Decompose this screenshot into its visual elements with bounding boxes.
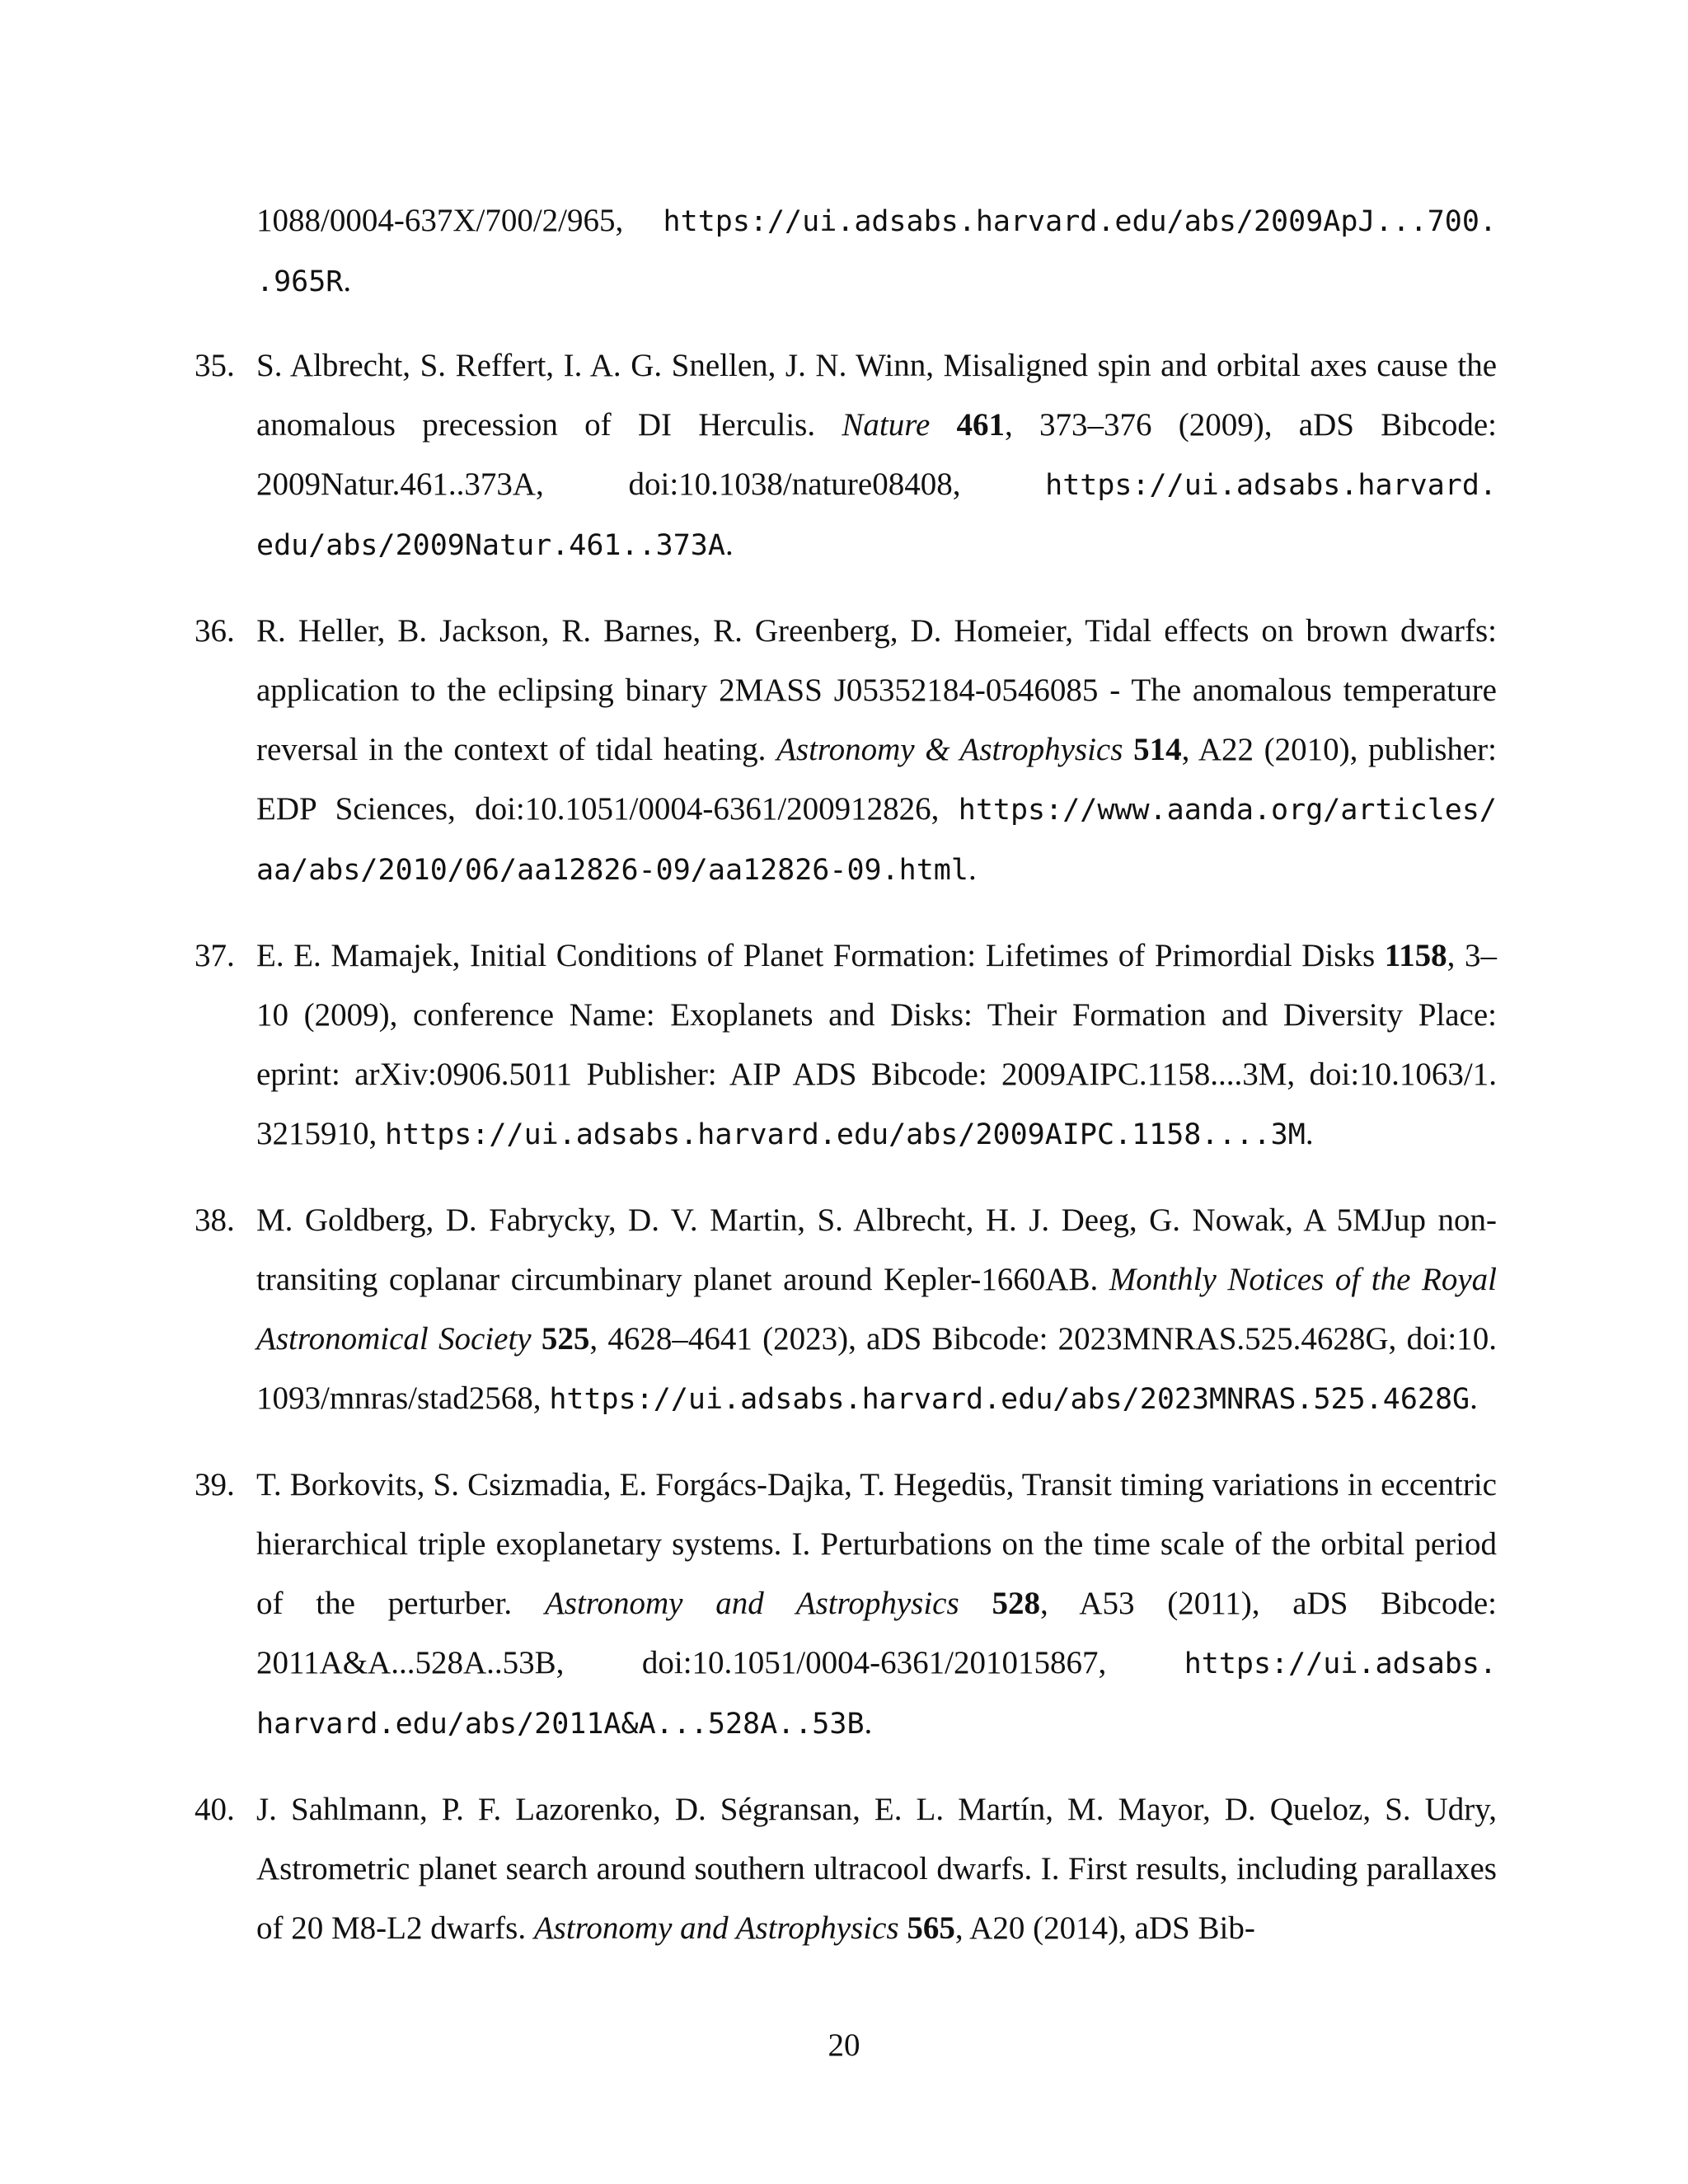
reference-item [195, 1191, 1497, 1429]
reference-text: M. Goldberg, D. Fabrycky, D. V. Martin, S. Albrecht, H. J. Deeg, G. Nowak, A 5MJup non-transiting coplanar circumbinary planet around Kepler-1660AB. Monthly Notices of the Royal Astronomical Society 525, 4628–4641 (2023), aDS Bibcode: 2023MNRAS.525.4628G, doi:10.​1093/mnras/stad2568, https://ui.adsabs.harvard.edu/abs/2023MNRAS.525.4628G. [256, 1202, 1498, 1416]
reference-text: J. Sahlmann, P. F. Lazorenko, D. Ségransan, E. L. Martín, M. Mayor, D. Queloz, S. Udry, Astrometric planet search around southern ultracool dwarfs. I. First results, including parallaxes of 20 M8-L2 dwarfs. Astronomy and Astrophysics 565, A20 (2014), aDS Bib- [256, 1792, 1497, 1946]
reference-item [195, 602, 1497, 900]
reference-number: 39. [195, 1467, 235, 1502]
reference-item [195, 1780, 1497, 1958]
reference-text: R. Heller, B. Jackson, R. Barnes, R. Greenberg, D. Homeier, Tidal effects on brown dwarfs: application to the eclipsing binary 2MASS J05352184-0546085 - The anomalous temperature reversal in the context of tidal heating. Astronomy & Astrophysics 514, A22 (2010), publisher: EDP Sciences, doi:10.1051/0004-6361/200912826, https://www.aanda.org/articles/​aa/abs/2010/06/aa12826-09/aa12826-09.html. [256, 613, 1498, 887]
reference-number: 35. [195, 348, 235, 383]
reference-number: 37. [195, 938, 235, 973]
reference-item [195, 191, 1497, 312]
reference-text: 1088/0004-637X/700/2/965, https://ui.adsabs.harvard.edu/abs/2009ApJ...700.​.965R. [256, 203, 1497, 298]
page-number: 20 [828, 2027, 860, 2063]
reference-url[interactable]: https://ui.adsabs.harvard.edu/abs/2009ApJ...700.​.965R [256, 205, 1497, 298]
reference-text: S. Albrecht, S. Reffert, I. A. G. Snellen, J. N. Winn, Misaligned spin and orbital axes cause the anomalous precession of DI Herculis. Nature 461, 373–376 (2009), aDS Bibcode: 2009Natur.461..373A, doi:10.1038/nature08408, https://ui.adsabs.harvard.​edu/abs/2009Natur.461..373A. [256, 348, 1497, 562]
reference-number: 38. [195, 1202, 235, 1238]
reference-text: T. Borkovits, S. Csizmadia, E. Forgács-Dajka, T. Hegedüs, Transit timing variations in eccentric hierarchical triple exoplanetary systems. I. Perturbations on the time scale of the orbital period of the perturber. Astronomy and Astrophysics 528, A53 (2011), aDS Bibcode: 2011A&A...528A..53B, doi:10.1051/0004-6361/201015867, https://ui.adsabs.​harvard.edu/abs/2011A&A...528A..53B. [256, 1467, 1497, 1741]
reference-item [195, 336, 1497, 575]
reference-url[interactable]: https://www.aanda.org/articles/​aa/abs/2010/06/aa12826-09/aa12826-09.html [256, 794, 1497, 887]
reference-item [195, 1455, 1497, 1754]
reference-item [195, 926, 1497, 1165]
reference-url[interactable]: https://ui.adsabs.harvard.edu/abs/2009AIPC.1158....3M [385, 1118, 1306, 1151]
reference-url[interactable]: https://ui.adsabs.harvard.​edu/abs/2009Natur.461..373A [256, 469, 1497, 562]
reference-number: 36. [195, 613, 235, 649]
reference-text: E. E. Mamajek, Initial Conditions of Planet Formation: Lifetimes of Primordial Disks 1158, 3–10 (2009), conference Name: Exoplanets and Disks: Their Formation and Diversity Place: eprint: arXiv:0906.5011 Publisher: AIP ADS Bibcode: 2009AIPC.1158....3M, doi:10.1063/1.​3215910, https://ui.adsabs.harvard.edu/abs/2009AIPC.1158....3M. [256, 938, 1498, 1151]
reference-url[interactable]: https://ui.adsabs.harvard.edu/abs/2023MNRAS.525.4628G [549, 1383, 1470, 1416]
reference-number: 40. [195, 1792, 235, 1827]
reference-url[interactable]: https://ui.adsabs.​harvard.edu/abs/2011A&A...528A..53B [256, 1647, 1497, 1741]
reference-list [195, 191, 1497, 1985]
